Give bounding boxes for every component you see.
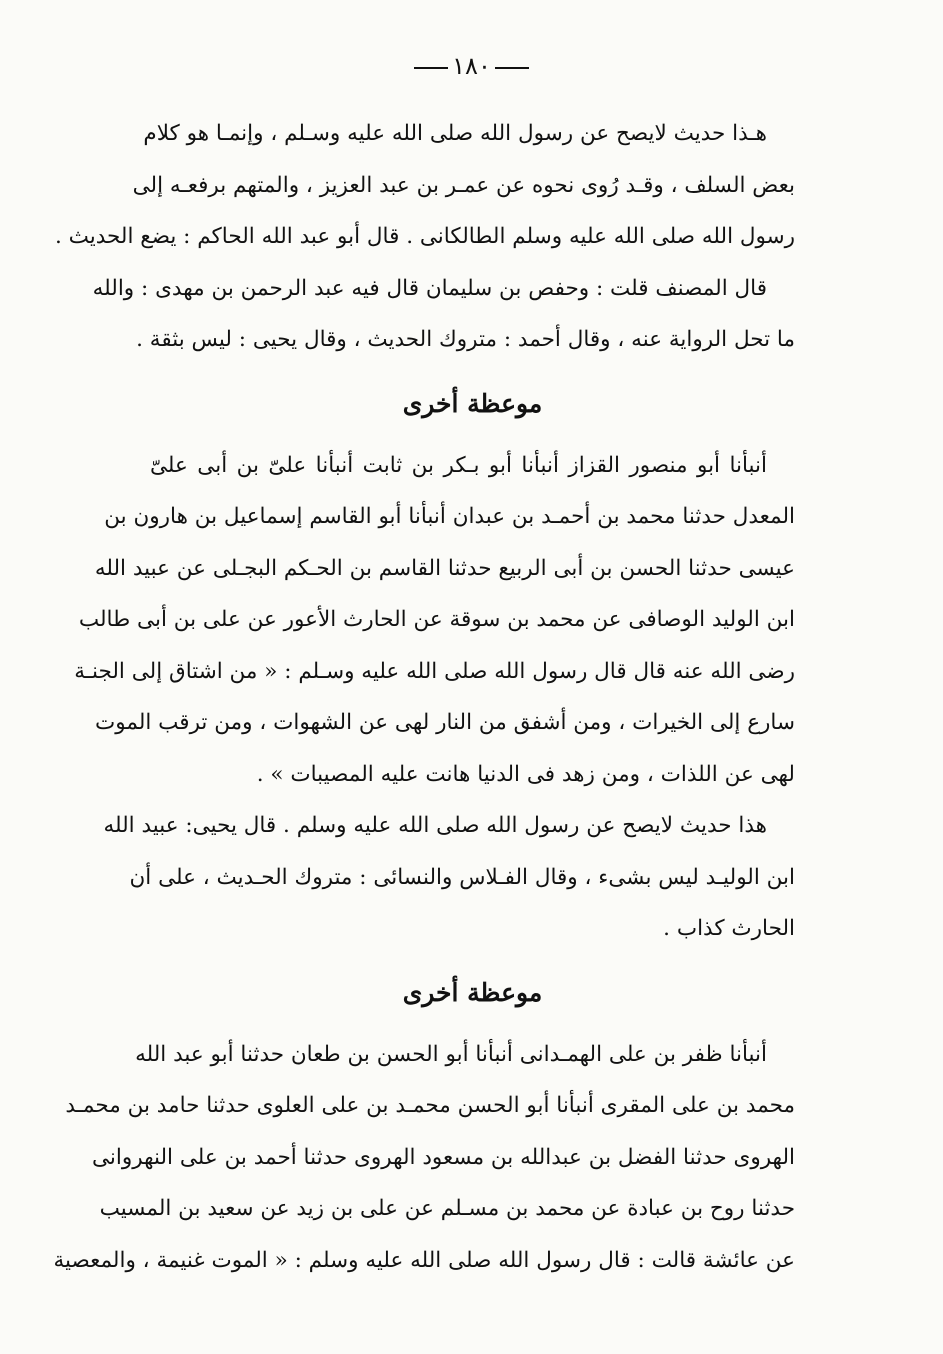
page-number [0,52,943,80]
paragraph [103,800,795,955]
text-line: عيسى حدثنا الحسن بن أبى الربيع حدثنا القاسم بن الحـكم البجـلى عن عبيد الله [94,555,795,581]
text-line: الهروى حدثنا الفضل بن عبدالله بن مسعود الهروى حدثنا أحمد بن على النهروانى [91,1144,795,1170]
text-line: رسول الله صلى الله عليه وسلم الطالكانى . قال أبو عبد الله الحاكم : يضع الحديث . [54,224,795,249]
text-line: محمد بن على المقرى أنبأنا أبو الحسن محمـد بن على العلوى حدثنا حامد بن محمـد [65,1093,795,1118]
text-line: حدثنا روح بن عبادة عن محمد بن مسـلم عن على بن زيد عن سعيد بن المسيب [99,1196,795,1221]
text-line: هذا حديث لايصح عن رسول الله صلى الله عليه وسلم . قال يحيى: عبيد الله [103,813,767,838]
text-line: أنبأنا ظفر بن على الهمـدانى أنبأنا أبو الحسن بن طعان حدثنا أبو عبد الله [135,1041,767,1067]
paragraph [92,263,795,366]
page-number-dash-left [414,67,448,69]
text-line: رضى الله عنه قال قال رسول الله صلى الله عليه وسـلم : « من اشتاق إلى الجنـة [74,658,795,684]
text-line: أنبأنا أبو منصور القزاز أنبأنا أبو بـكر بن ثابت أنبأنا علىّ بن أبى علىّ [150,452,767,478]
paragraph [54,108,795,263]
text-line: ابن الوليد الوصافى عن محمد بن سوقة عن الحارث الأعور عن على بن أبى طالب [78,607,795,632]
page-number-text: ١٨٠ [452,52,491,80]
page-number-dash-right [495,67,529,69]
text-line: قال المصنف قلت : وحفص بن سليمان قال فيه عبد الرحمن بن مهدى : والله [92,275,767,301]
text-line: هـذا حديث لايصح عن رسول الله صلى الله عليه وسـلم ، وإنمـا هو كلام [143,121,767,146]
text-line: ابن الوليـد ليس بشىء ، وقال الفـلاس والنسائى : متروك الحـديث ، على أن [129,864,795,890]
text-line: ما تحل الرواية عنه ، وقال أحمد : متروك الحديث ، وقال يحيى : ليس بثقة . [136,327,795,352]
text-line: لهى عن اللذات ، ومن زهد فى الدنيا هانت عليه المصيبات » . [256,761,795,787]
text-line: بعض السلف ، وقـد رُوى نحوه عن عمـر بن عبد العزيز ، والمتهم برفعـه إلى [132,172,795,198]
text-line: عن عائشة قالت : قال رسول الله صلى الله عليه وسلم : « الموت غنيمة ، والمعصية [53,1247,795,1273]
text-line: الحارث كذاب . [663,916,795,941]
page-body [53,108,795,1286]
section-heading: موعظة أخرى [402,977,543,1007]
text-line: سارع إلى الخيرات ، ومن أشفق من النار لهى عن الشهوات ، ومن ترقب الموت [95,710,795,735]
paragraph [74,440,795,801]
text-line: المعدل حدثنا محمد بن أحمـد بن عبدان أنبأنا أبو القاسم إسماعيل بن هارون بن [104,504,795,529]
paragraph [53,1029,795,1287]
section-heading: موعظة أخرى [402,388,543,418]
